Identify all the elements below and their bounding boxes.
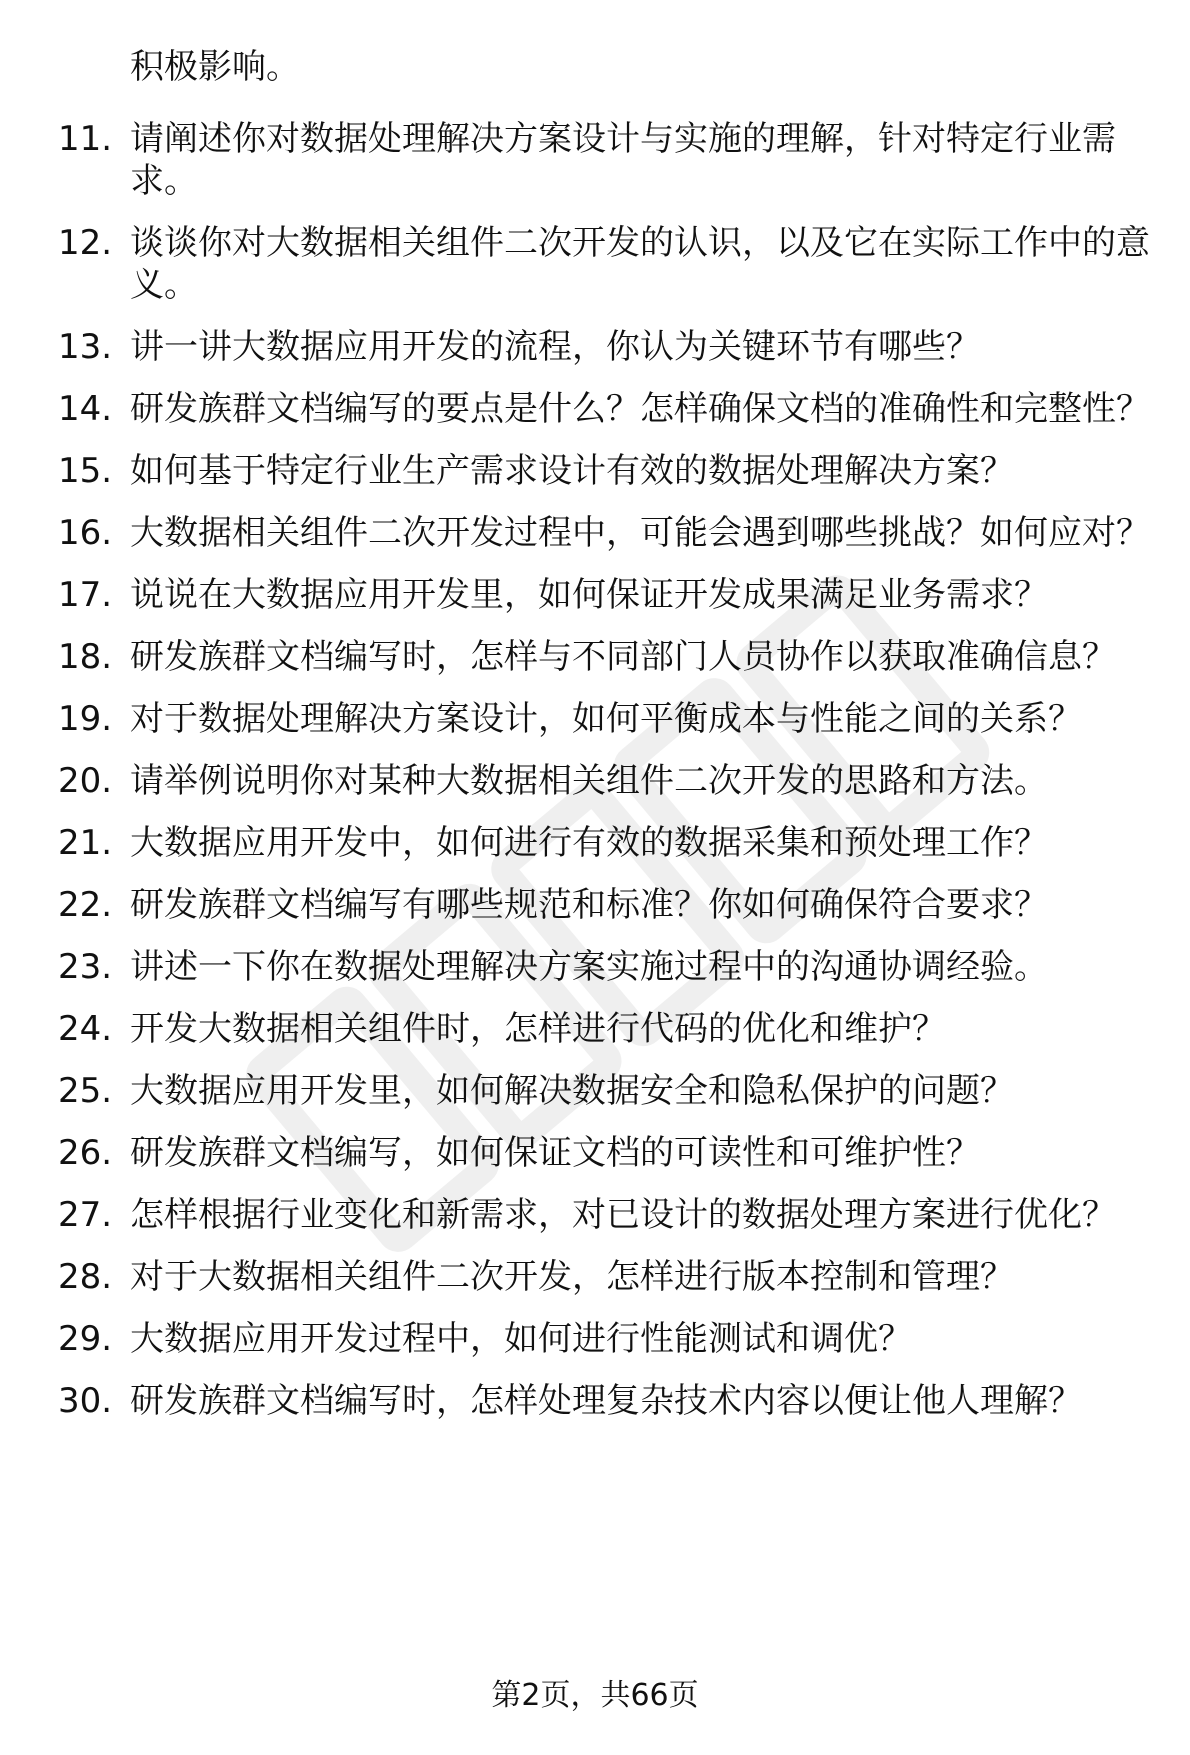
- question-item: [0, 512, 1190, 554]
- question-number: 19.: [58, 699, 113, 739]
- question-text: 请举例说明你对某种大数据相关组件二次开发的思路和方法。: [130, 761, 1048, 801]
- question-item: [0, 698, 1190, 740]
- question-text: 研发族群文档编写的要点是什么？怎样确保文档的准确性和完整性？: [130, 389, 1150, 429]
- question-number: 29.: [58, 1319, 113, 1359]
- page-number-footer: 第2页，共66页: [491, 1678, 699, 1713]
- question-text: 研发族群文档编写时，怎样处理复杂技术内容以便让他人理解？: [130, 1381, 1082, 1421]
- question-text: 研发族群文档编写时，怎样与不同部门人员协作以获取准确信息？: [130, 637, 1116, 677]
- question-item: [0, 1132, 1190, 1174]
- question-number: 17.: [58, 575, 113, 615]
- question-number: 30.: [58, 1381, 113, 1421]
- question-text: 大数据应用开发过程中，如何进行性能测试和调优？: [130, 1319, 912, 1359]
- question-number: 16.: [58, 513, 113, 553]
- question-item: [0, 388, 1190, 430]
- question-item: [0, 1318, 1190, 1360]
- question-text: 如何基于特定行业生产需求设计有效的数据处理解决方案？: [130, 451, 1014, 491]
- question-item: [0, 222, 1190, 306]
- question-text: 大数据应用开发里，如何解决数据安全和隐私保护的问题？: [130, 1071, 1014, 1111]
- question-item: [0, 1256, 1190, 1298]
- question-text: 对于数据处理解决方案设计，如何平衡成本与性能之间的关系？: [130, 699, 1082, 739]
- question-item: [0, 118, 1190, 202]
- question-item: [0, 574, 1190, 616]
- continuation-text: 积极影响。: [130, 47, 300, 87]
- question-number: 13.: [58, 327, 113, 367]
- question-number: 26.: [58, 1133, 113, 1173]
- question-number: 14.: [58, 389, 113, 429]
- question-item: [0, 884, 1190, 926]
- question-number: 11.: [58, 119, 113, 159]
- question-item: [0, 450, 1190, 492]
- question-number: 22.: [58, 885, 113, 925]
- question-number: 21.: [58, 823, 113, 863]
- question-number: 12.: [58, 223, 113, 263]
- question-number: 28.: [58, 1257, 113, 1297]
- question-item: [0, 1008, 1190, 1050]
- question-text: 请阐述你对数据处理解决方案设计与实施的理解，针对特定行业需求。: [130, 119, 1116, 201]
- question-text: 说说在大数据应用开发里，如何保证开发成果满足业务需求？: [130, 575, 1048, 615]
- question-item: [0, 326, 1190, 368]
- question-number: 20.: [58, 761, 113, 801]
- question-item: [0, 822, 1190, 864]
- question-text: 研发族群文档编写有哪些规范和标准？你如何确保符合要求？: [130, 885, 1048, 925]
- question-item: [0, 1380, 1190, 1422]
- question-text: 大数据应用开发中，如何进行有效的数据采集和预处理工作？: [130, 823, 1048, 863]
- question-text: 讲一讲大数据应用开发的流程，你认为关键环节有哪些？: [130, 327, 980, 367]
- question-item: [0, 946, 1190, 988]
- question-list: [0, 118, 1190, 1442]
- question-number: 24.: [58, 1009, 113, 1049]
- question-text: 大数据相关组件二次开发过程中，可能会遇到哪些挑战？如何应对？: [130, 513, 1150, 553]
- question-text: 谈谈你对大数据相关组件二次开发的认识，以及它在实际工作中的意义。: [130, 223, 1150, 305]
- question-text: 研发族群文档编写，如何保证文档的可读性和可维护性？: [130, 1133, 980, 1173]
- question-item: [0, 1194, 1190, 1236]
- question-number: 15.: [58, 451, 113, 491]
- question-item: [0, 1070, 1190, 1112]
- question-text: 开发大数据相关组件时，怎样进行代码的优化和维护？: [130, 1009, 946, 1049]
- question-number: 23.: [58, 947, 113, 987]
- question-text: 怎样根据行业变化和新需求，对已设计的数据处理方案进行优化？: [130, 1195, 1116, 1235]
- question-item: [0, 636, 1190, 678]
- question-number: 27.: [58, 1195, 113, 1235]
- question-text: 讲述一下你在数据处理解决方案实施过程中的沟通协调经验。: [130, 947, 1048, 987]
- question-text: 对于大数据相关组件二次开发，怎样进行版本控制和管理？: [130, 1257, 1014, 1297]
- question-number: 25.: [58, 1071, 113, 1111]
- question-number: 18.: [58, 637, 113, 677]
- question-item: [0, 760, 1190, 802]
